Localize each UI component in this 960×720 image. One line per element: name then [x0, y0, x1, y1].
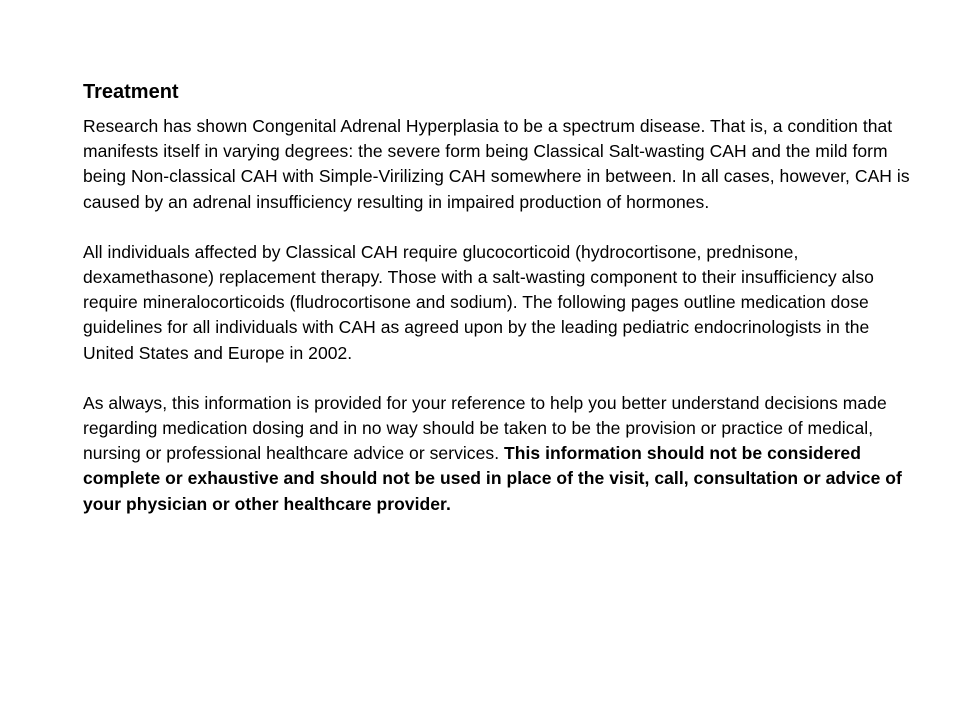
document-page [83, 78, 913, 542]
page-title: Treatment [83, 81, 179, 103]
paragraph-replacement-therapy: All individuals affected by Classical CAH require glucocorticoid (hydrocortisone, prednisone, dexamethasone) replacement therapy. Those with a salt-wasting component to their insufficiency also require mineralocorticoids (fludrocortisone and sodium). The following pages outline medication dose guidelines for all individuals with CAH as agreed upon by the leading pediatric endocrinologists in the United States and Europe in 2002. [83, 241, 874, 363]
paragraph-spectrum-disease: Research has shown Congenital Adrenal Hyperplasia to be a spectrum disease. That is, a condition that manifests itself in varying degrees: the severe form being Classical Salt-wasting CAH and the mild form being Non-classical CAH with Simple-Virilizing CAH somewhere in between. In all cases, however, CAH is caused by an adrenal insufficiency resulting in impaired production of hormones. [83, 116, 910, 212]
paragraph-disclaimer [83, 391, 913, 517]
disclaimer-text: As always, this information is provided for your reference to help you better understand decisions made regarding medication dosing and in no way should be taken to be the provision or practice of medical, nursing or professional healthcare advice or services. [83, 392, 887, 464]
disclaimer-bold-text: This information should not be considered complete or exhaustive and should not be used in place of the visit, call, consultation or advice of your physician or other healthcare provider. [83, 443, 902, 514]
